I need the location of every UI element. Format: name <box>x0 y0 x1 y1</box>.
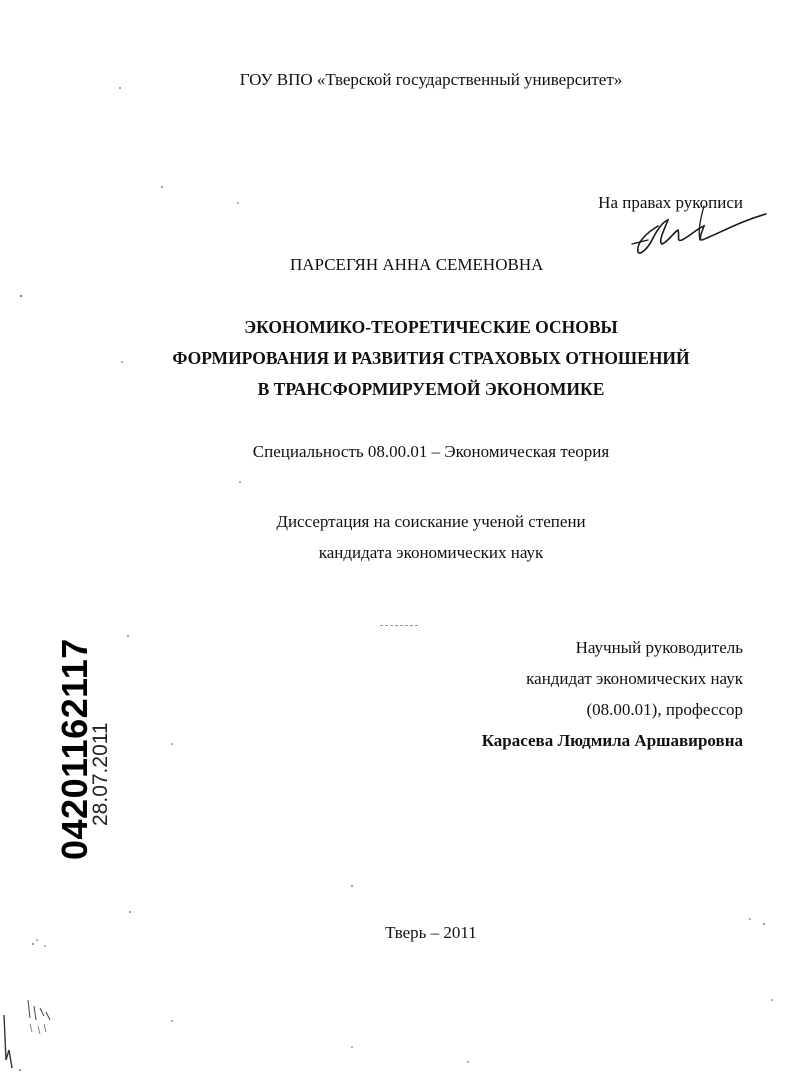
dissertation-title <box>0 312 792 405</box>
manuscript-note: На правах рукописи <box>598 193 743 212</box>
city-year: Тверь – 2011 <box>385 923 477 942</box>
supervisor-name: Карасева Людмила Аршавировна <box>481 731 743 750</box>
supervisor-role: Научный руководитель <box>575 638 743 657</box>
library-stamp-number: 04201162117 <box>54 638 95 860</box>
library-stamp-date: 28.07.2011 <box>89 722 112 826</box>
supervisor-rank: (08.00.01), профессор <box>586 700 743 719</box>
dissertation-degree <box>0 506 792 568</box>
title-line-2: ФОРМИРОВАНИЯ И РАЗВИТИЯ СТРАХОВЫХ ОТНОШЕНИЙ <box>172 348 690 368</box>
university-name: ГОУ ВПО «Тверской государственный университет» <box>239 70 623 89</box>
scan-dash-mark <box>380 625 418 628</box>
author-name: ПАРСЕГЯН АННА СЕМЕНОВНА <box>290 255 544 274</box>
handwritten-signature <box>618 196 768 260</box>
title-line-1: ЭКОНОМИКО-ТЕОРЕТИЧЕСКИЕ ОСНОВЫ <box>244 317 618 337</box>
dissertation-line-1: Диссертация на соискание ученой степени <box>276 512 586 531</box>
supervisor-degree: кандидат экономических наук <box>526 669 743 688</box>
supervisor-block <box>482 632 743 756</box>
title-line-3: В ТРАНСФОРМИРУЕМОЙ ЭКОНОМИКЕ <box>257 379 605 399</box>
dissertation-line-2: кандидата экономических наук <box>318 543 544 562</box>
specialty: Специальность 08.00.01 – Экономическая теория <box>252 442 610 461</box>
